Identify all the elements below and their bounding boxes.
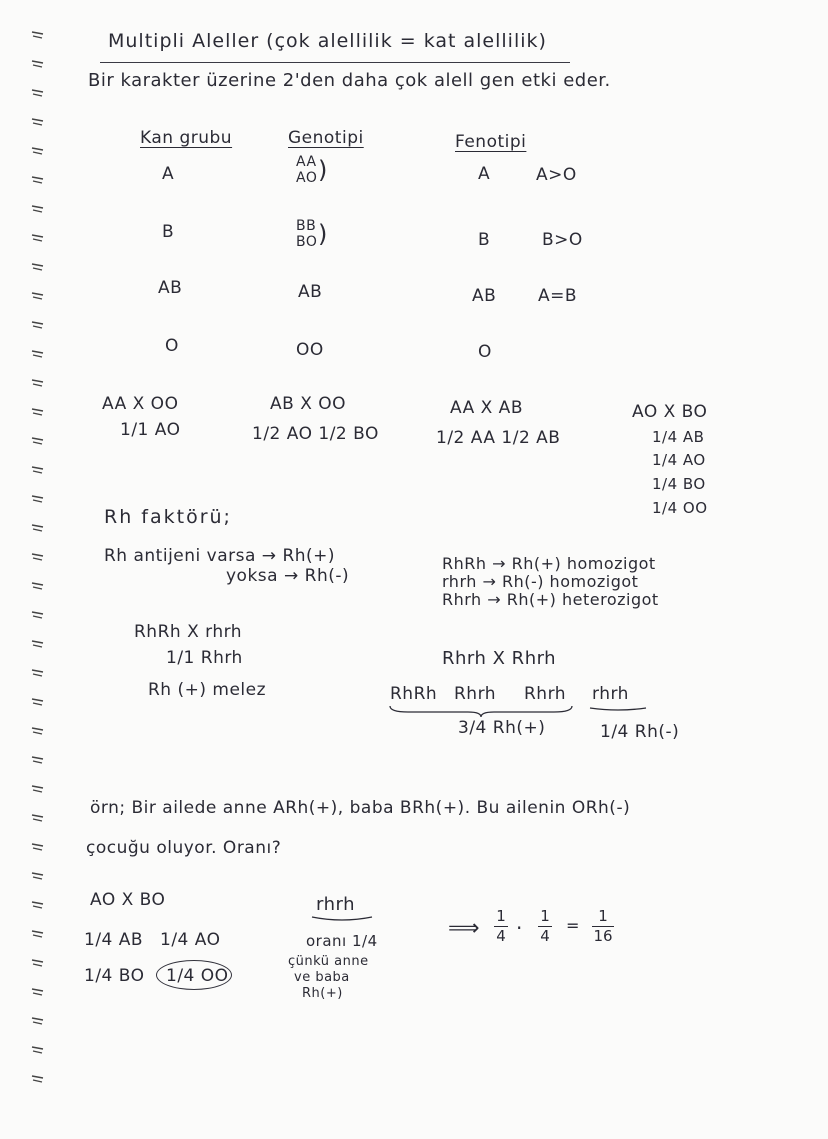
pheno-o: O (478, 342, 492, 362)
spiral-hole-mark (30, 842, 46, 852)
cross-ao-bo: AO X BO (632, 402, 708, 422)
cross-aa-oo-result: 1/1 AO (120, 420, 181, 440)
geno-ab: AB (298, 282, 323, 302)
example-result-3: 1/4 BO (84, 966, 145, 986)
fraction-result-num: 1 (598, 907, 608, 925)
rh-underline-negative (588, 704, 648, 714)
spiral-hole-mark (30, 233, 46, 243)
implies-arrow: ⟹ (448, 916, 481, 941)
spiral-hole-mark (30, 349, 46, 359)
rh-offspring-4: rhrh (592, 684, 629, 704)
rh-cross-1: RhRh X rhrh (134, 622, 243, 642)
example-result-2: 1/4 AO (160, 930, 221, 950)
rh-type-1: RhRh → Rh(+) homozigot (442, 554, 656, 573)
example-result-1: 1/4 AB (84, 930, 144, 950)
rh-cross-2-negative: 1/4 Rh(-) (600, 722, 680, 742)
fraction-b (538, 908, 552, 945)
spiral-hole-mark (30, 639, 46, 649)
spiral-hole-mark (30, 320, 46, 330)
blood-ab: AB (158, 278, 183, 298)
spiral-hole-mark (30, 1074, 46, 1084)
spiral-hole-mark (30, 552, 46, 562)
example-rh-note-2: çünkü anne (288, 954, 369, 969)
geno-aa: AA (296, 154, 317, 170)
spiral-hole-mark (30, 88, 46, 98)
rh-cross-1-result: 1/1 Rhrh (166, 648, 243, 668)
geno-oo: OO (296, 340, 324, 360)
rh-brace-positive (388, 704, 574, 718)
pheno-ab: AB (472, 286, 497, 306)
rh-type-3: Rhrh → Rh(+) heterozigot (442, 590, 659, 609)
spiral-hole-mark (30, 697, 46, 707)
title-underline (100, 62, 570, 63)
rh-cross-1-note: Rh (+) melez (148, 680, 267, 700)
spiral-hole-mark (30, 813, 46, 823)
cross-aa-ab-result: 1/2 AA 1/2 AB (436, 428, 561, 448)
rh-type-2: rhrh → Rh(-) homozigot (442, 572, 639, 591)
example-rh-note-4: Rh(+) (302, 986, 343, 1001)
pheno-b: B (478, 230, 491, 250)
fraction-result (592, 908, 614, 945)
fraction-b-den: 4 (540, 927, 550, 945)
blood-o: O (165, 336, 179, 356)
cross-aa-oo: AA X OO (102, 394, 179, 414)
spiral-hole-mark (30, 871, 46, 881)
rh-offspring-1: RhRh (390, 684, 438, 704)
example-cross: AO X BO (90, 890, 166, 910)
spiral-hole-mark (30, 726, 46, 736)
spiral-hole-mark (30, 929, 46, 939)
spiral-hole-mark (30, 900, 46, 910)
intro-text: Bir karakter üzerine 2'den daha çok alell gen etki eder. (88, 70, 611, 91)
spiral-hole-mark (30, 581, 46, 591)
blood-a: A (162, 164, 175, 184)
spiral-hole-mark (30, 494, 46, 504)
geno-bb: BB (296, 218, 317, 234)
dominance-ab: A=B (538, 286, 578, 306)
brace-a: ) (318, 156, 328, 184)
rh-heading: Rh faktörü; (104, 506, 232, 528)
spiral-hole-mark (30, 1016, 46, 1026)
rh-antigen-no: yoksa → Rh(-) (226, 566, 350, 586)
spiral-hole-mark (30, 755, 46, 765)
highlight-circle (156, 960, 232, 990)
header-genotype: Genotipi (288, 128, 364, 148)
fraction-b-num: 1 (540, 907, 550, 925)
pheno-a: A (478, 164, 491, 184)
header-phenotype: Fenotipi (455, 132, 527, 152)
spiral-hole-mark (30, 436, 46, 446)
spiral-hole-mark (30, 523, 46, 533)
spiral-hole-mark (30, 378, 46, 388)
spiral-hole-mark (30, 262, 46, 272)
brace-b: ) (318, 220, 328, 248)
rh-cross-2-positive: 3/4 Rh(+) (458, 718, 546, 738)
example-result-4: 1/4 OO (166, 966, 229, 986)
header-blood-group: Kan grubu (140, 128, 233, 148)
spiral-hole-mark (30, 117, 46, 127)
example-rh-note-3: ve baba (294, 970, 350, 985)
spiral-hole-mark (30, 291, 46, 301)
spiral-hole-mark (30, 30, 46, 40)
cross-ao-bo-result-2: 1/4 AO (652, 451, 706, 469)
dominance-a: A>O (536, 165, 577, 185)
spiral-hole-mark (30, 668, 46, 678)
spiral-hole-mark (30, 987, 46, 997)
spiral-hole-mark (30, 204, 46, 214)
fraction-a (494, 908, 508, 945)
cross-ao-bo-result-1: 1/4 AB (652, 428, 705, 446)
spiral-hole-mark (30, 59, 46, 69)
rh-antigen-yes: Rh antijeni varsa → Rh(+) (104, 546, 336, 566)
dominance-b: B>O (542, 230, 583, 250)
example-rh-label: rhrh (316, 894, 355, 915)
rh-offspring-2: Rhrh (454, 684, 497, 704)
page-title: Multipli Aleller (çok alellilik = kat alellilik) (108, 30, 547, 52)
rh-label-underline (310, 914, 374, 924)
geno-ao: AO (296, 170, 318, 186)
geno-bo: BO (296, 234, 318, 250)
spiral-hole-mark (30, 958, 46, 968)
fraction-a-num: 1 (496, 907, 506, 925)
multiply-dot: · (516, 916, 523, 940)
cross-ab-oo: AB X OO (270, 394, 347, 414)
spiral-hole-mark (30, 610, 46, 620)
cross-ab-oo-result: 1/2 AO 1/2 BO (252, 424, 379, 444)
example-question-line1: örn; Bir ailede anne ARh(+), baba BRh(+). Bu ailenin ORh(-) (90, 798, 631, 818)
example-rh-note-1: oranı 1/4 (306, 932, 378, 950)
spiral-hole-mark (30, 175, 46, 185)
example-question-line2: çocuğu oluyor. Oranı? (86, 838, 282, 858)
blood-b: B (162, 222, 175, 242)
spiral-hole-mark (30, 407, 46, 417)
cross-ao-bo-result-3: 1/4 BO (652, 475, 706, 493)
fraction-a-den: 4 (496, 927, 506, 945)
cross-ao-bo-result-4: 1/4 OO (652, 499, 708, 517)
spiral-hole-mark (30, 784, 46, 794)
fraction-result-den: 16 (593, 927, 613, 945)
rh-offspring-3: Rhrh (524, 684, 567, 704)
equals-sign: = (566, 916, 580, 935)
cross-aa-ab: AA X AB (450, 398, 523, 418)
spiral-hole-mark (30, 146, 46, 156)
rh-cross-2: Rhrh X Rhrh (442, 648, 557, 669)
spiral-hole-mark (30, 465, 46, 475)
spiral-hole-mark (30, 1045, 46, 1055)
